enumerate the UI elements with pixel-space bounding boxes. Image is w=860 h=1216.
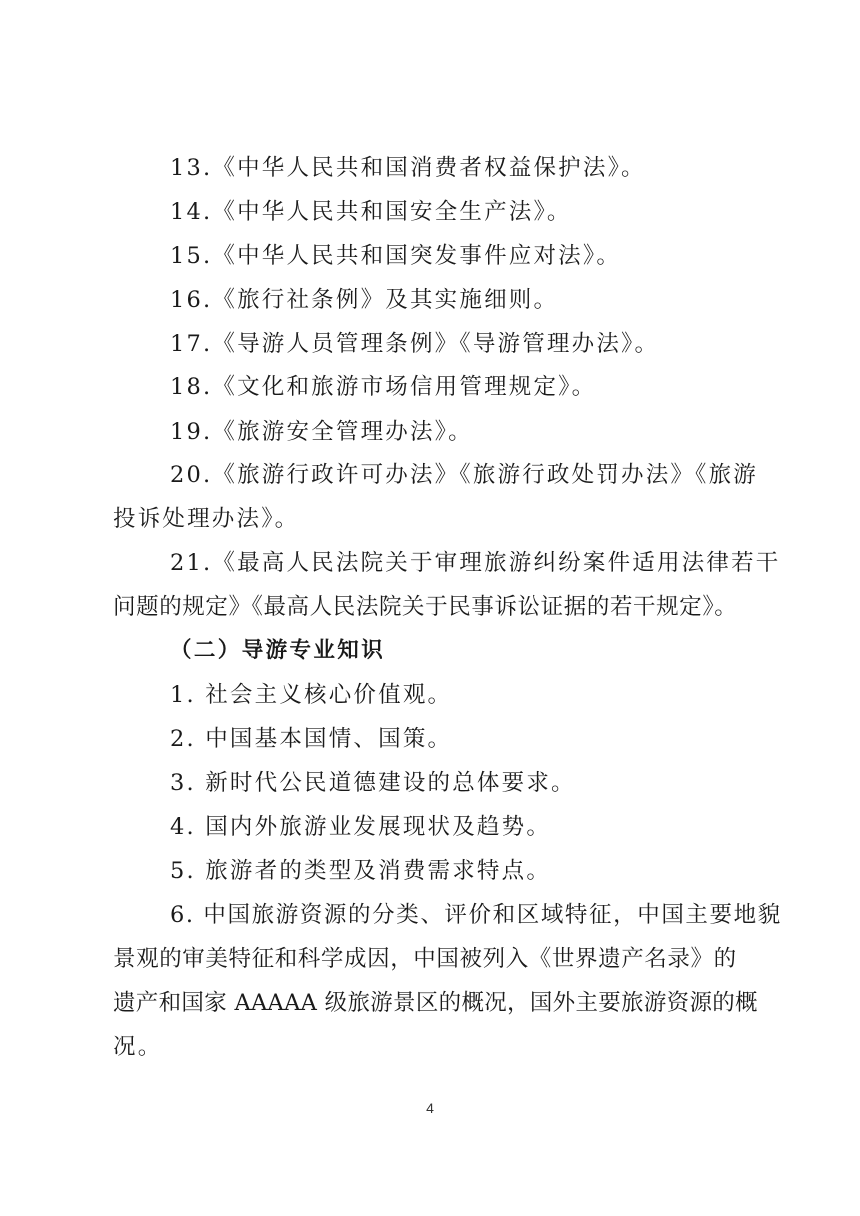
list-item: 21.《最高人民法院关于审理旅游纠纷案件适用法律若干: [170, 550, 781, 576]
section-heading: （二）导游专业知识: [170, 638, 386, 663]
list-item-continuation: 景观的审美特征和科学成因，中国被列入《世界遗产名录》的: [113, 946, 737, 972]
list-item: 1. 社会主义核心价值观。: [170, 682, 453, 708]
list-item: 6. 中国旅游资源的分类、评价和区域特征，中国主要地貌: [170, 902, 782, 928]
list-item-continuation: 遗产和国家 AAAAA 级旅游景区的概况，国外主要旅游资源的概: [113, 990, 758, 1016]
list-item: 5. 旅游者的类型及消费需求特点。: [170, 858, 552, 884]
page-number: 4: [426, 1100, 434, 1116]
list-item-continuation: 况。: [113, 1034, 163, 1060]
list-item: 19.《旅游安全管理办法》。: [170, 419, 473, 445]
list-item: 2. 中国基本国情、国策。: [170, 726, 453, 752]
list-item: 15.《中华人民共和国突发事件应对法》。: [170, 243, 622, 269]
list-item: 18.《文化和旅游市场信用管理规定》。: [170, 374, 597, 400]
list-item: 16.《旅行社条例》及其实施细则。: [170, 287, 559, 313]
list-item: 4. 国内外旅游业发展现状及趋势。: [170, 814, 552, 840]
list-item-continuation: 问题的规定》《最高人民法院关于民事诉讼证据的若干规定》。: [113, 594, 738, 620]
list-item: 14.《中华人民共和国安全生产法》。: [170, 199, 572, 225]
list-item: 20.《旅游行政许可办法》《旅游行政处罚办法》《旅游: [170, 462, 758, 488]
list-item: 3. 新时代公民道德建设的总体要求。: [170, 770, 576, 796]
list-item-continuation: 投诉处理办法》。: [113, 506, 300, 532]
list-item: 13.《中华人民共和国消费者权益保护法》。: [170, 155, 646, 181]
list-item: 17.《导游人员管理条例》《导游管理办法》。: [170, 331, 660, 357]
